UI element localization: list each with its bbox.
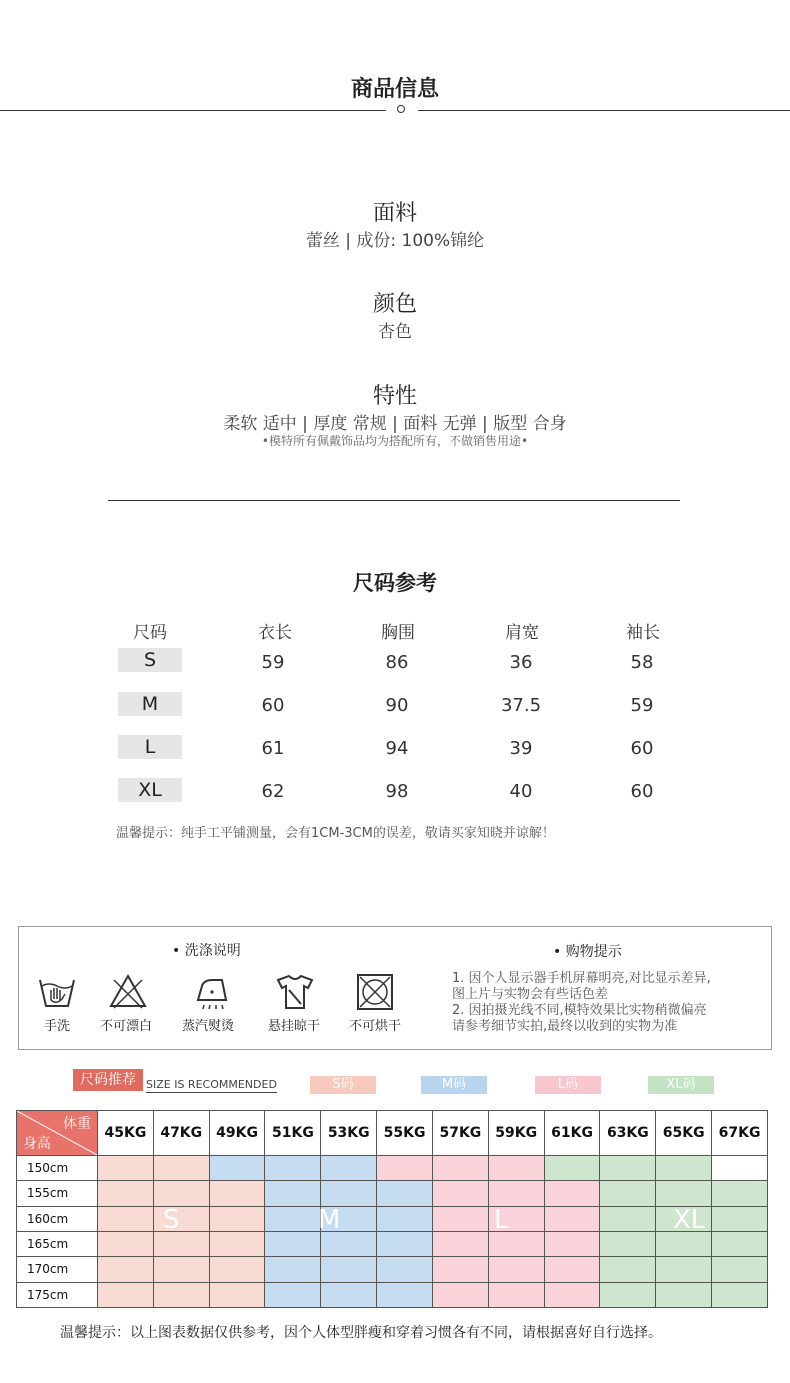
header-divider-right [418, 110, 790, 111]
height-header: 165cm [17, 1231, 98, 1256]
size-cell: 59 [261, 652, 285, 673]
grid-cell [377, 1206, 433, 1231]
care-label: 不可漂白 [99, 1019, 152, 1034]
grid-cell [600, 1206, 656, 1231]
grid-cell [544, 1282, 600, 1307]
weight-header: 49KG [209, 1111, 265, 1156]
grid-cell [432, 1282, 488, 1307]
grid-cell [209, 1282, 265, 1307]
shop-tip-line: 图上片与实物会有些话色差 [452, 987, 609, 1002]
shop-tip-line: 请参考细节实拍,最终以收到的实物为准 [452, 1019, 678, 1034]
weight-header: 63KG [600, 1111, 656, 1156]
size-label-m: M [118, 692, 182, 716]
size-cell: 36 [509, 652, 533, 673]
zone-label-s: S [163, 1205, 180, 1235]
height-header: 150cm [17, 1156, 98, 1181]
section-divider [108, 500, 680, 501]
grid-cell [712, 1282, 768, 1307]
size-cell: 58 [630, 652, 654, 673]
shop-tips-title: • 购物提示 [553, 944, 622, 960]
grid-cell [432, 1206, 488, 1231]
zone-label-l: L [494, 1205, 509, 1235]
page-title: 商品信息 [350, 77, 439, 102]
grid-cell [544, 1181, 600, 1206]
grid-cell [265, 1282, 321, 1307]
grid-cell [377, 1156, 433, 1181]
grid-cell [98, 1181, 154, 1206]
header-divider-dot [397, 105, 405, 113]
grid-cell [321, 1231, 377, 1256]
grid-cell [656, 1257, 712, 1282]
weight-header: 67KG [712, 1111, 768, 1156]
footer-note: 温馨提示：以上图表数据仅供参考，因个人体型胖瘦和穿着习惯各有不同，请根据喜好自行选择。 [60, 1325, 662, 1341]
size-note: 温馨提示：纯手工平铺测量，会有1CM-3CM的误差，敬请买家知晓并谅解！ [116, 826, 555, 841]
legend-xl: XL码 [648, 1076, 714, 1094]
size-cell: 40 [509, 781, 533, 802]
features-text: 柔软 适中 | 厚度 常规 | 面料 无弹 | 版型 合身 [223, 414, 567, 434]
grid-cell [432, 1156, 488, 1181]
grid-cell [321, 1181, 377, 1206]
grid-cell [712, 1181, 768, 1206]
shop-tip-line: 1. 因个人显示器手机屏幕明亮,对比显示差异, [452, 971, 711, 986]
grid-cell [265, 1181, 321, 1206]
fabric-title: 面料 [372, 201, 417, 226]
size-cell: 37.5 [500, 695, 542, 716]
zone-label-xl: XL [673, 1205, 706, 1235]
grid-cell [656, 1181, 712, 1206]
height-header: 175cm [17, 1282, 98, 1307]
grid-cell [544, 1206, 600, 1231]
size-label-xl: XL [118, 778, 182, 802]
grid-cell [209, 1156, 265, 1181]
size-cell: 59 [630, 695, 654, 716]
grid-cell [98, 1206, 154, 1231]
height-header: 170cm [17, 1257, 98, 1282]
grid-cell [98, 1156, 154, 1181]
size-header-size: 尺码 [133, 623, 167, 643]
grid-cell [656, 1231, 712, 1256]
grid-cell [712, 1231, 768, 1256]
grid-cell [488, 1181, 544, 1206]
grid-cell [265, 1257, 321, 1282]
grid-cell [488, 1257, 544, 1282]
steam-iron-icon [194, 972, 234, 1012]
weight-header: 53KG [321, 1111, 377, 1156]
care-title: • 洗涤说明 [172, 943, 241, 959]
grid-cell [153, 1156, 209, 1181]
grid-cell [153, 1282, 209, 1307]
color-text: 杏色 [378, 322, 412, 342]
grid-cell [209, 1231, 265, 1256]
grid-cell [321, 1156, 377, 1181]
size-cell: 60 [630, 738, 654, 759]
grid-cell [98, 1231, 154, 1256]
size-header-chest: 胸围 [381, 623, 415, 643]
shop-tip-line: 2. 因拍摄光线不同,模特效果比实物稍微偏亮 [452, 1003, 707, 1018]
grid-cell [488, 1282, 544, 1307]
grid-cell [153, 1231, 209, 1256]
hang-dry-icon [275, 972, 315, 1012]
grid-cell [153, 1257, 209, 1282]
grid-cell [209, 1181, 265, 1206]
weight-header: 65KG [656, 1111, 712, 1156]
header-divider-left [0, 110, 386, 111]
grid-cell [265, 1156, 321, 1181]
no-tumble-dry-icon [355, 972, 395, 1012]
weight-header: 47KG [153, 1111, 209, 1156]
grid-cell [209, 1257, 265, 1282]
grid-cell [488, 1231, 544, 1256]
grid-cell [321, 1282, 377, 1307]
corner-height: 身高 [23, 1136, 51, 1152]
grid-cell [600, 1231, 656, 1256]
features-note: •模特所有佩戴饰品均为搭配所有，不做销售用途• [261, 434, 529, 448]
zone-label-m: M [318, 1205, 341, 1235]
grid-cell [321, 1257, 377, 1282]
recommend-sub: SIZE IS RECOMMENDED [146, 1078, 277, 1091]
no-bleach-icon [108, 972, 148, 1012]
size-cell: 98 [385, 781, 409, 802]
height-header: 160cm [17, 1206, 98, 1231]
grid-cell [544, 1231, 600, 1256]
size-header-sleeve: 袖长 [626, 623, 660, 643]
grid-cell [600, 1257, 656, 1282]
grid-cell [98, 1257, 154, 1282]
size-cell: 90 [385, 695, 409, 716]
size-cell: 39 [509, 738, 533, 759]
grid-cell [265, 1206, 321, 1231]
grid-cell [377, 1231, 433, 1256]
size-cell: 60 [630, 781, 654, 802]
recommend-label: 尺码推荐 [73, 1069, 143, 1091]
legend-s: S码 [310, 1076, 376, 1094]
weight-header: 59KG [488, 1111, 544, 1156]
corner-weight: 体重 [63, 1116, 91, 1132]
height-header: 155cm [17, 1181, 98, 1206]
grid-cell [98, 1282, 154, 1307]
size-header-shoulder: 肩宽 [505, 623, 539, 643]
legend-m: M码 [421, 1076, 487, 1094]
size-cell: 94 [385, 738, 409, 759]
grid-cell [656, 1282, 712, 1307]
weight-header: 55KG [377, 1111, 433, 1156]
care-label: 手洗 [43, 1019, 70, 1034]
grid-cell [432, 1231, 488, 1256]
grid-cell [488, 1156, 544, 1181]
grid-cell [600, 1156, 656, 1181]
color-title: 颜色 [372, 292, 417, 317]
grid-cell [712, 1206, 768, 1231]
size-cell: 61 [261, 738, 285, 759]
grid-cell [544, 1257, 600, 1282]
grid-cell [712, 1156, 768, 1181]
grid-cell [377, 1282, 433, 1307]
hand-wash-icon [37, 972, 77, 1012]
features-title: 特性 [372, 384, 417, 409]
legend-l: L码 [535, 1076, 601, 1094]
size-cell: 86 [385, 652, 409, 673]
weight-header: 61KG [544, 1111, 600, 1156]
size-header-length: 衣长 [258, 623, 292, 643]
grid-cell [153, 1181, 209, 1206]
care-label: 不可烘干 [348, 1019, 401, 1034]
grid-cell [432, 1181, 488, 1206]
size-label-l: L [118, 735, 182, 759]
care-label: 悬挂晾干 [267, 1019, 320, 1034]
grid-cell [544, 1156, 600, 1181]
size-recommend-grid [16, 1110, 768, 1308]
grid-cell [265, 1231, 321, 1256]
size-label-s: S [118, 648, 182, 672]
grid-cell [432, 1257, 488, 1282]
grid-cell [377, 1257, 433, 1282]
weight-header: 45KG [98, 1111, 154, 1156]
fabric-text: 蕾丝 | 成份: 100%锦纶 [305, 231, 485, 251]
grid-cell [600, 1282, 656, 1307]
size-cell: 62 [261, 781, 285, 802]
grid-corner [17, 1111, 98, 1156]
grid-cell [712, 1257, 768, 1282]
care-label: 蒸汽熨烫 [181, 1019, 234, 1034]
weight-header: 57KG [432, 1111, 488, 1156]
grid-cell [600, 1181, 656, 1206]
grid-cell [209, 1206, 265, 1231]
size-ref-title: 尺码参考 [353, 571, 437, 595]
grid-cell [153, 1206, 209, 1231]
size-cell: 60 [261, 695, 285, 716]
weight-header: 51KG [265, 1111, 321, 1156]
grid-cell [377, 1181, 433, 1206]
grid-cell [656, 1156, 712, 1181]
